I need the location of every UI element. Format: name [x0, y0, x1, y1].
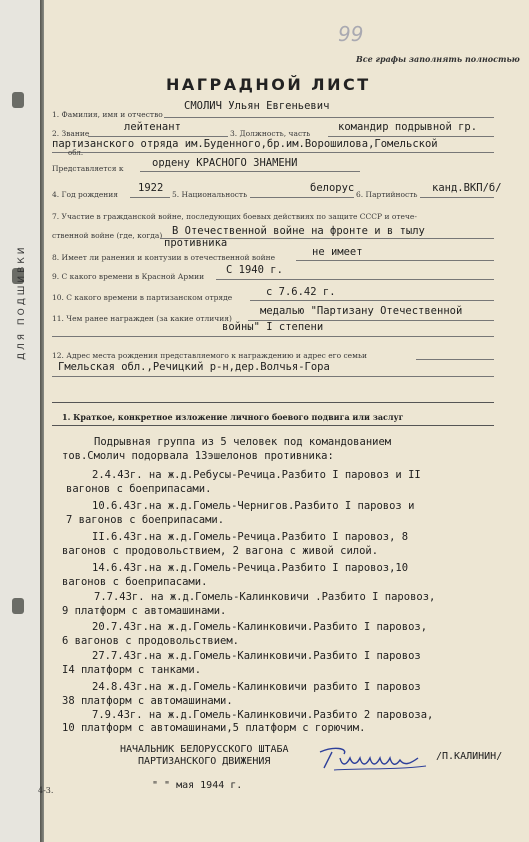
- field-value-position: командир подрывной гр.: [338, 121, 478, 133]
- field-value-position-unit: партизанского отряда им.Буденного,бр.им.Ворошилова,Гомельской: [52, 138, 438, 150]
- punch-hole: [12, 92, 24, 108]
- field-value-war-participation-2: противника: [164, 237, 228, 249]
- field-value-birth-year: 1922: [138, 182, 164, 194]
- punch-hole: [12, 598, 24, 614]
- narrative-line: вагонов с продовольствием, 2 вагона с живой силой.: [62, 545, 379, 557]
- date-line: " " мая 1944 г.: [152, 780, 243, 791]
- header-note: Все графы заполнять полностью: [356, 54, 520, 64]
- left-margin-mark: 4-3.: [38, 786, 54, 795]
- narrative-line: 2.4.43г. на ж.д.Ребусы-Речица.Разбито I паровоз и II: [92, 469, 421, 481]
- narrative-line: 10.6.43г.на ж.д.Гомель-Чернигов.Разбито I паровоз и: [92, 500, 415, 512]
- field-value-army-since: С 1940 г.: [226, 264, 283, 276]
- narrative-line: 38 платформ с автомашинами.: [62, 695, 233, 707]
- narrative-line: тов.Смолич подорвала 13эшелонов противника:: [62, 450, 334, 462]
- field-label-previous-awards: 11. Чем ранее награжден (за какие отличия): [52, 314, 232, 323]
- field-value-nationality: белорус: [310, 182, 355, 194]
- field-value-partisan-since: с 7.6.42 г.: [266, 286, 336, 298]
- field-value-rank: лейтенант: [124, 121, 181, 133]
- field-label-war-participation: 7. Участие в гражданской войне, последующих боевых действиях по защите СССР и отече-: [52, 212, 417, 221]
- narrative-line: 7.9.43г. на ж.д.Гомель-Калинковичи.Разбито 2 паровоза,: [92, 709, 434, 721]
- field-value-name: СМОЛИЧ Ульян Евгеньевич: [184, 100, 330, 112]
- narrative-line: 6 вагонов с продовольствием.: [62, 635, 240, 647]
- field-label-rank: 2. Звание: [52, 129, 90, 138]
- folio-number: 99: [338, 22, 364, 46]
- field-label-partisan-since: 10. С какого времени в партизанском отряде: [52, 293, 233, 302]
- signature-title-line2: ПАРТИЗАНСКОГО ДВИЖЕНИЯ: [138, 756, 271, 767]
- narrative-line: 14.6.43г.на ж.д.Гомель-Речица.Разбито I паровоз,10: [92, 562, 409, 574]
- field-value-party: канд.ВКП/б/: [432, 182, 502, 194]
- narrative-line: 9 платформ с автомашинами.: [62, 605, 227, 617]
- field-value-previous-awards-2: войны" I степени: [222, 321, 324, 333]
- field-label-war-participation-2: ственной войне (где, когда): [52, 231, 163, 240]
- narrative-line: II.6.43г.на ж.д.Гомель-Речица.Разбито I паровоз, 8: [92, 531, 409, 543]
- narrative-line: вагонов с боеприпасами.: [66, 483, 212, 495]
- field-label-position: 3. Должность, часть: [230, 129, 311, 138]
- field-label-wounds: 8. Имеет ли ранения и контузии в отечественной войне: [52, 253, 276, 262]
- field-value-war-participation: В Отечественной войне на фронте и в тылу: [172, 225, 425, 237]
- field-label-army-since: 9. С какого времени в Красной Армии: [52, 272, 205, 281]
- narrative-line: 10 платформ с автомашинами,5 платформ с горючим.: [62, 722, 366, 734]
- narrative-line: 27.7.43г.на ж.д.Гомель-Калинковичи.Разбито I паровоз: [92, 650, 421, 662]
- signatory-name: /П.КАЛИНИН/: [436, 751, 503, 762]
- narrative-line: I4 платформ с танками.: [62, 664, 202, 676]
- field-label-party: 6. Партийность: [356, 190, 418, 199]
- field-label-birth-year: 4. Год рождения: [52, 190, 119, 199]
- field-label-name: 1. Фамилия, имя и отчество: [52, 110, 163, 119]
- narrative-line: 24.8.43г.на ж.д.Гомель-Калинковичи разбито I паровоз: [92, 681, 421, 693]
- document-title: НАГРАДНОЙ ЛИСТ: [166, 75, 371, 94]
- field-label-nationality: 5. Национальность: [172, 190, 248, 199]
- field-label-address: 12. Адрес места рождения представляемого к награждению и адрес его семьи: [52, 351, 368, 360]
- signature-title-line1: НАЧАЛЬНИК БЕЛОРУССКОГО ШТАБА: [120, 744, 289, 755]
- narrative-line: вагонов с боеприпасами.: [62, 576, 208, 588]
- field-value-wounds: не имеет: [312, 246, 363, 258]
- field-value-previous-awards: медалью "Партизану Отечественной: [260, 305, 463, 317]
- section-title: 1. Краткое, конкретное изложение личного боевого подвига или заслуг: [62, 412, 404, 422]
- field-value-position-region: обл.: [68, 149, 84, 157]
- handwritten-signature: [314, 744, 434, 776]
- award-sheet: [44, 0, 529, 842]
- binding-strip: [0, 0, 40, 842]
- binding-label: ДЛЯ ПОДШИВКИ: [17, 244, 27, 360]
- field-value-address: Гмельская обл.,Речицкий р-н,дер.Волчья-Гора: [58, 361, 330, 373]
- field-value-represented: ордену КРАСНОГО ЗНАМЕНИ: [152, 157, 298, 169]
- narrative-line: 20.7.43г.на ж.д.Гомель-Калинковичи.Разбито I паровоз,: [92, 621, 428, 633]
- narrative-line: 7.7.43г. на ж.д.Гомель-Калинковичи .Разбито I паровоз,: [94, 591, 436, 603]
- field-label-represented: Представляется к: [52, 164, 124, 173]
- narrative-line: 7 вагонов с боеприпасами.: [66, 514, 225, 526]
- narrative-line: Подрывная группа из 5 человек под командованием: [94, 436, 392, 448]
